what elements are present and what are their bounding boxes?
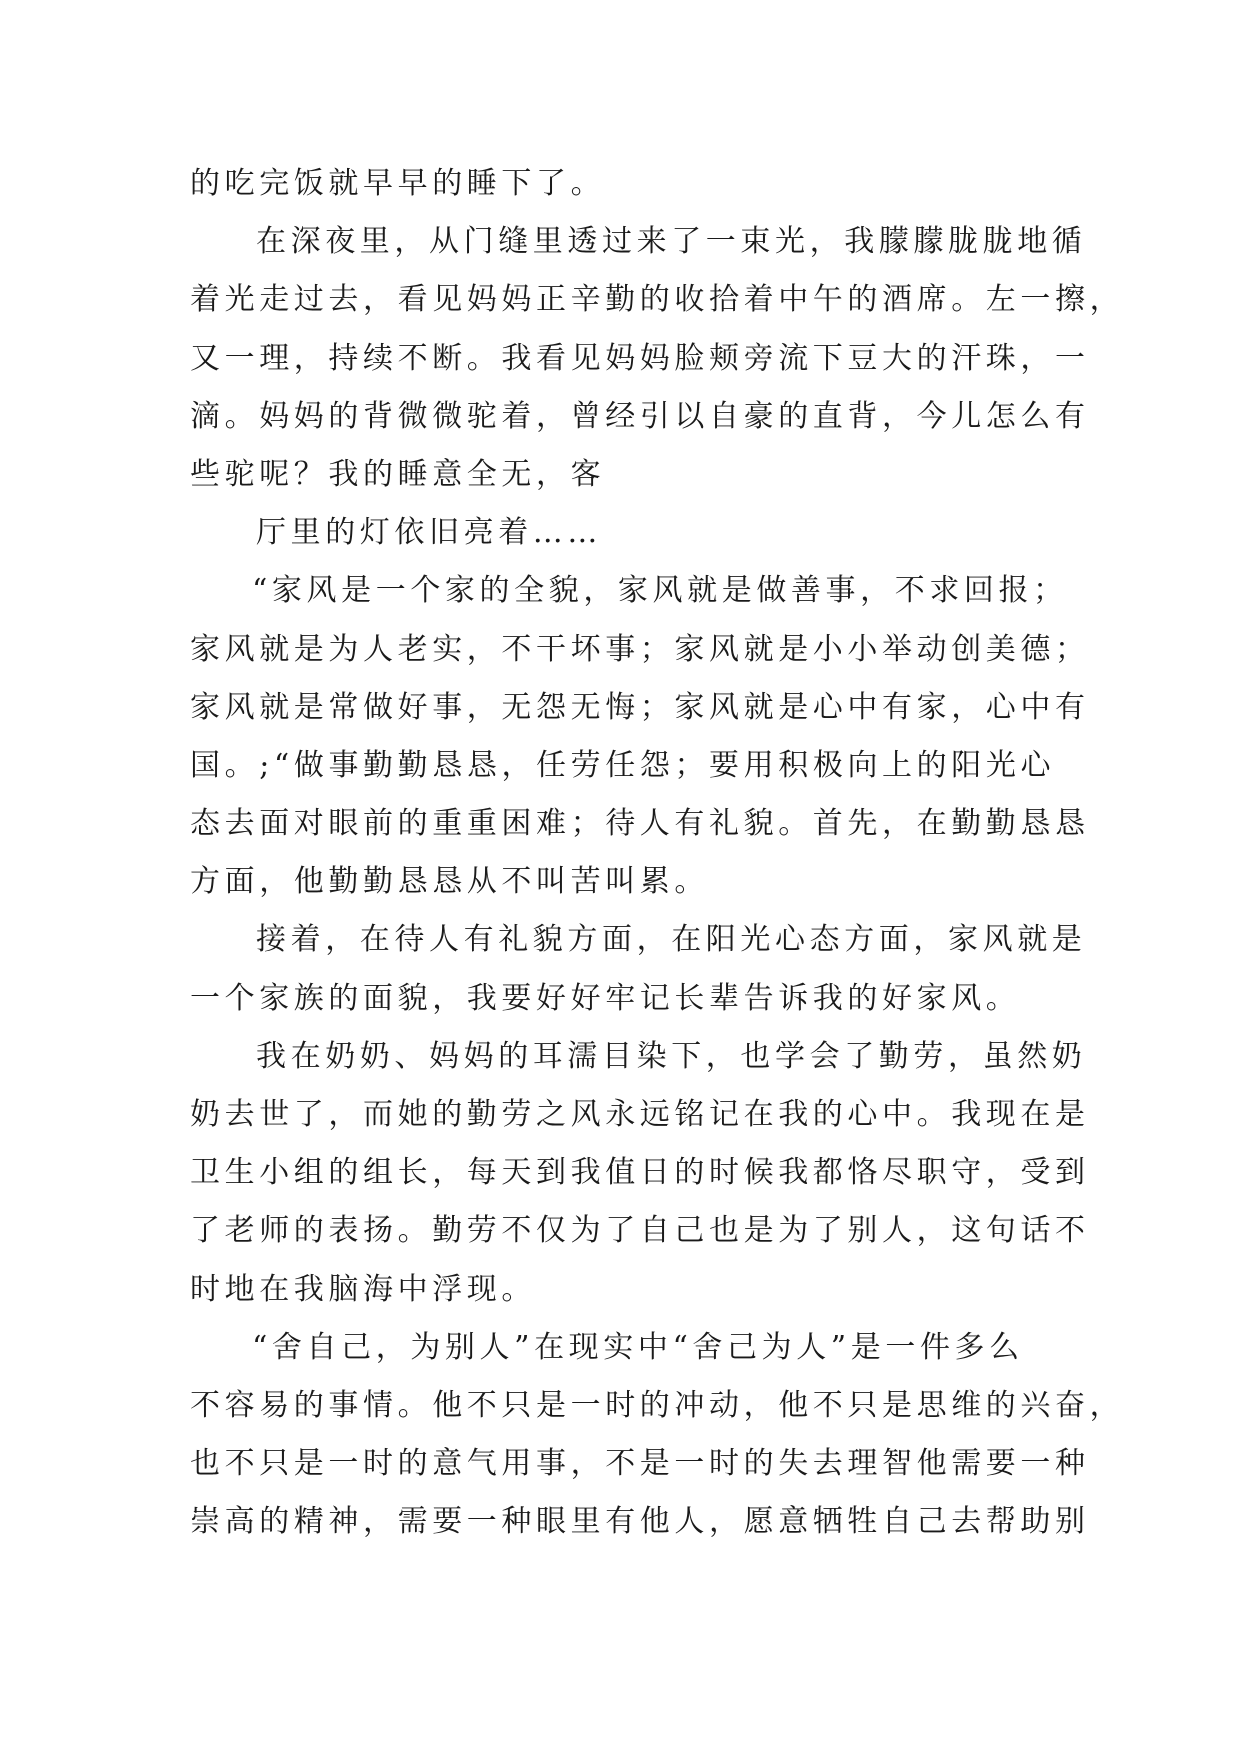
text-line: 家风就是常做好事，无怨无悔；家风就是心中有家，心中有 <box>190 689 1090 725</box>
text-line: 一个家族的面貌，我要好好牢记长辈告诉我的好家风。 <box>190 980 1021 1016</box>
paragraph-start-line: 厅里的灯依旧亮着…… <box>256 515 602 551</box>
text-line: 了老师的表扬。勤劳不仅为了自己也是为了别人，这句话不 <box>190 1213 1090 1249</box>
text-line: 滴。妈妈的背微微驼着，曾经引以自豪的直背，今儿怎么有 <box>190 398 1090 434</box>
text-line: 方面，他勤勤恳恳从不叫苦叫累。 <box>190 864 709 900</box>
paragraph-start-line: “家风是一个家的全貌，家风就是做善事，不求回报； <box>252 573 1068 609</box>
text-line: 的吃完饭就早早的睡下了。 <box>190 166 606 201</box>
text-line: 也不只是一时的意气用事，不是一时的失去理智他需要一种 <box>190 1446 1090 1482</box>
text-line: 着光走过去，看见妈妈正辛勤的收拾着中午的酒席。左一擦， <box>190 282 1125 318</box>
text-line: 又一理，持续不断。我看见妈妈脸颊旁流下豆大的汗珠，一 <box>190 340 1090 376</box>
text-line: 时地在我脑海中浮现。 <box>190 1271 536 1307</box>
paragraph-start-line: “舍自己，为别人”在现实中“舍己为人”是一件多么 <box>252 1329 1024 1365</box>
paragraph-start-line: 我在奶奶、妈妈的耳濡目染下，也学会了勤劳，虽然奶 <box>256 1038 1087 1074</box>
text-line: 些驼呢？我的睡意全无，客 <box>190 456 606 492</box>
text-line: 态去面对眼前的重重困难；待人有礼貌。首先，在勤勤恳恳 <box>190 806 1090 842</box>
text-line: 奶去世了，而她的勤劳之风永远铭记在我的心中。我现在是 <box>190 1097 1090 1132</box>
text-line: 卫生小组的组长，每天到我值日的时候我都恪尽职守，受到 <box>190 1155 1090 1191</box>
paragraph-start-line: 接着，在待人有礼貌方面，在阳光心态方面，家风就是 <box>256 922 1087 958</box>
text-line: 家风就是为人老实，不干坏事；家风就是小小举动创美德； <box>190 631 1090 667</box>
text-line: 不容易的事情。他不只是一时的冲动，他不只是思维的兴奋， <box>190 1387 1125 1423</box>
document-body <box>190 155 1125 1552</box>
paragraph-start-line: 在深夜里，从门缝里透过来了一束光，我朦朦胧胧地循 <box>256 224 1087 260</box>
text-line: 国。;“做事勤勤恳恳，任劳任怨；要用积极向上的阳光心 <box>190 747 1056 783</box>
text-line: 崇高的精神，需要一种眼里有他人，愿意牺牲自己去帮助别 <box>190 1504 1090 1540</box>
